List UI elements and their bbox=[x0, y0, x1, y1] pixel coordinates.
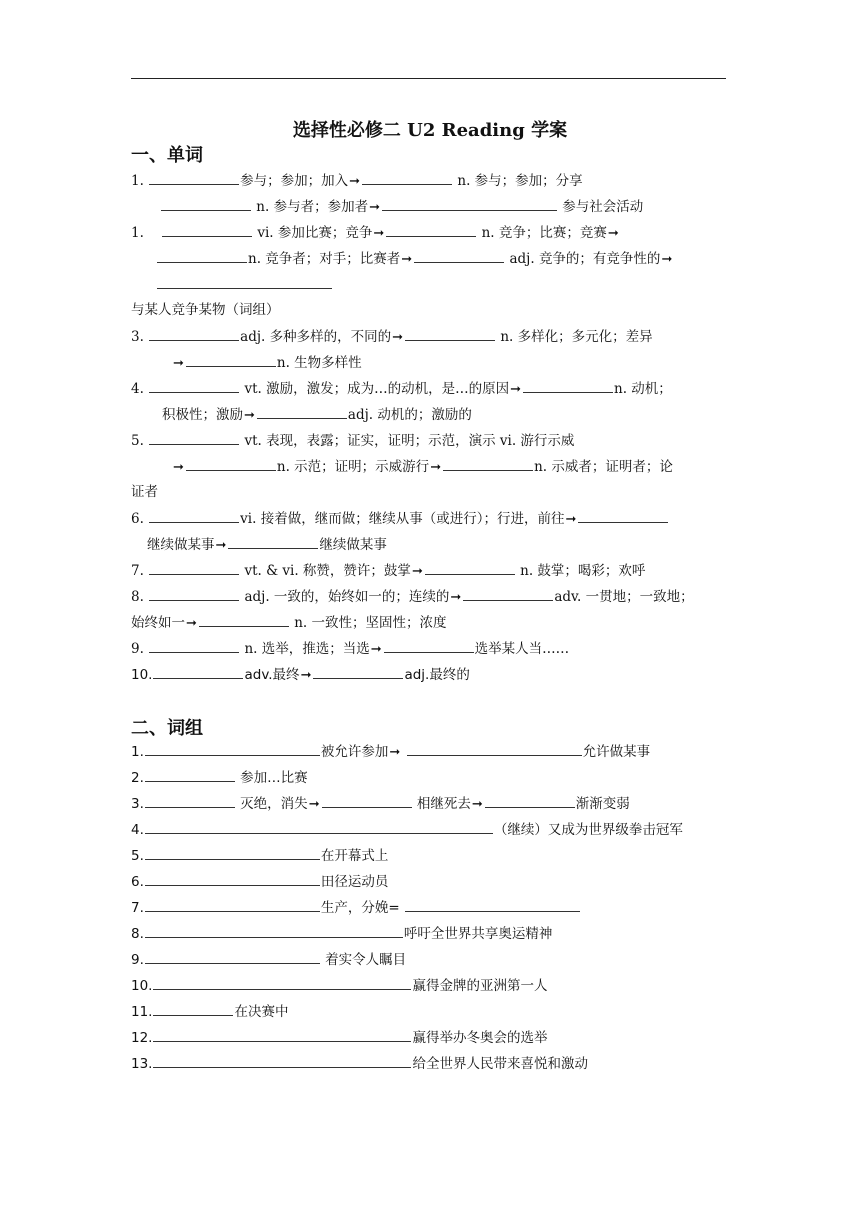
section-phrases-heading: 二、词组 bbox=[131, 718, 203, 739]
vocab-item-2-cont: n. 竞争者；对手；比赛者➞ adj. 竞争的；有竞争性的➞ bbox=[156, 249, 673, 269]
vocab-item-5: 5. vt. 表现，表露；证实，证明；示范，演示 vi. 游行示威 bbox=[131, 433, 575, 449]
blank[interactable] bbox=[199, 613, 289, 627]
arrow-icon: ➞ bbox=[244, 408, 255, 423]
vocab-item-8-cont: 始终如一➞ n. 一致性；坚固性；浓度 bbox=[131, 615, 447, 631]
section-vocabulary-heading: 一、单词 bbox=[131, 145, 203, 166]
page-title: 选择性必修二 U2 Reading 学案 bbox=[292, 120, 568, 141]
phrase-item-8: 8. 呼吁全世界共享奥运精神 bbox=[131, 926, 553, 942]
blank[interactable] bbox=[382, 197, 557, 211]
vocab-item-5-end: 证者 bbox=[131, 484, 158, 500]
arrow-icon: ➞ bbox=[401, 252, 413, 267]
vocab-item-7: 7. vt. & vi. 称赞，赞许；鼓掌➞ n. 鼓掌；喝彩；欢呼 bbox=[131, 563, 646, 579]
blank[interactable] bbox=[145, 924, 403, 938]
arrow-icon: ➞ bbox=[411, 564, 423, 579]
arrow-icon: ➞ bbox=[370, 642, 382, 657]
blank[interactable] bbox=[153, 665, 243, 679]
blank[interactable] bbox=[145, 950, 320, 964]
phrase-item-7: 7. 生产，分娩= bbox=[131, 898, 581, 917]
blank[interactable] bbox=[405, 327, 495, 341]
arrow-icon: ➞ bbox=[510, 382, 522, 397]
blank[interactable] bbox=[405, 898, 580, 912]
blank[interactable] bbox=[162, 223, 252, 237]
blank[interactable] bbox=[145, 872, 320, 886]
blank[interactable] bbox=[425, 561, 515, 575]
blank[interactable] bbox=[443, 457, 533, 471]
blank[interactable] bbox=[145, 898, 320, 912]
phrase-item-12: 12. 赢得举办冬奥会的选举 bbox=[131, 1030, 548, 1046]
arrow-icon: ➞ bbox=[430, 460, 442, 475]
vocab-item-10: 10. adv.最终➞ adj.最终的 bbox=[131, 667, 470, 683]
arrow-icon: ➞ bbox=[450, 590, 462, 605]
arrow-icon: ➞ bbox=[173, 460, 184, 475]
blank[interactable] bbox=[145, 794, 235, 808]
blank[interactable] bbox=[161, 197, 251, 211]
blank[interactable] bbox=[523, 379, 613, 393]
blank[interactable] bbox=[149, 327, 239, 341]
blank[interactable] bbox=[153, 1028, 411, 1042]
phrase-item-3: 3. 灭绝，消失➞ 相继死去➞ 渐渐变弱 bbox=[131, 796, 630, 812]
vocab-item-3-cont: ➞ n. 生物多样性 bbox=[173, 355, 362, 371]
header-rule bbox=[131, 78, 726, 79]
vocab-item-5-cont: ➞ n. 示范；证明；示威游行➞ n. 示威者；证明者；论 bbox=[173, 459, 673, 475]
vocab-item-8: 8. adj. 一致的，始终如一的；连续的➞ adv. 一贯地；一致地； bbox=[131, 589, 694, 605]
blank[interactable] bbox=[149, 561, 239, 575]
arrow-icon: ➞ bbox=[308, 797, 320, 812]
blank[interactable] bbox=[149, 587, 239, 601]
blank[interactable] bbox=[578, 509, 668, 523]
blank[interactable] bbox=[157, 249, 247, 263]
vocab-item-2-blank bbox=[156, 275, 333, 294]
vocab-item-1: 1. 参与；参加；加入➞ n. 参与；参加；分享 bbox=[131, 173, 583, 189]
blank[interactable] bbox=[153, 1002, 233, 1016]
vocab-item-1-cont: n. 参与者；参加者➞ 参与社会活动 bbox=[160, 197, 643, 217]
blank[interactable] bbox=[386, 223, 476, 237]
arrow-icon: ➞ bbox=[389, 745, 401, 760]
arrow-icon: ➞ bbox=[565, 512, 577, 527]
arrow-icon: ➞ bbox=[373, 226, 385, 241]
blank[interactable] bbox=[407, 742, 582, 756]
vocab-item-9: 9. n. 选举，推选；当选➞ 选举某人当…… bbox=[131, 641, 570, 657]
vocab-item-6: 6. vi. 接着做，继而做；继续从事（或进行）；行进，前往➞ bbox=[131, 509, 669, 529]
arrow-icon: ➞ bbox=[215, 538, 227, 553]
blank[interactable] bbox=[149, 509, 239, 523]
arrow-icon: ➞ bbox=[300, 668, 312, 683]
arrow-icon: ➞ bbox=[471, 797, 483, 812]
blank[interactable] bbox=[414, 249, 504, 263]
blank[interactable] bbox=[257, 405, 347, 419]
vocab-item-3: 3. adj. 多种多样的，不同的➞ n. 多样化；多元化；差异 bbox=[131, 329, 653, 345]
arrow-icon: ➞ bbox=[349, 174, 361, 189]
blank[interactable] bbox=[228, 535, 318, 549]
phrase-item-9: 9. 着实令人瞩目 bbox=[131, 952, 407, 968]
blank[interactable] bbox=[153, 1054, 411, 1068]
blank[interactable] bbox=[145, 820, 493, 834]
blank[interactable] bbox=[145, 846, 320, 860]
vocab-item-4: 4. vt. 激励，激发；成为…的动机，是…的原因➞ n. 动机； bbox=[131, 381, 672, 397]
blank[interactable] bbox=[145, 742, 320, 756]
blank[interactable] bbox=[149, 379, 239, 393]
phrase-item-10: 10. 赢得金牌的亚洲第一人 bbox=[131, 978, 548, 994]
vocab-item-2-phrase: 与某人竞争某物（词组） bbox=[131, 302, 280, 318]
blank[interactable] bbox=[322, 794, 412, 808]
arrow-icon: ➞ bbox=[661, 252, 673, 267]
blank[interactable] bbox=[153, 976, 411, 990]
blank[interactable] bbox=[186, 457, 276, 471]
phrase-item-13: 13. 给全世界人民带来喜悦和激动 bbox=[131, 1056, 588, 1072]
phrase-item-4: 4. （继续）又成为世界级拳击冠军 bbox=[131, 822, 683, 838]
blank[interactable] bbox=[149, 431, 239, 445]
blank[interactable] bbox=[149, 171, 239, 185]
arrow-icon: ➞ bbox=[186, 616, 197, 631]
vocab-item-4-cont: 积极性；激励➞ adj. 动机的；激励的 bbox=[162, 407, 472, 423]
vocab-item-6-cont: 继续做某事➞ 继续做某事 bbox=[147, 537, 387, 553]
blank[interactable] bbox=[313, 665, 403, 679]
arrow-icon: ➞ bbox=[369, 200, 380, 215]
arrow-icon: ➞ bbox=[607, 226, 619, 241]
vocab-item-2: 1. vi. 参加比赛；竞争➞ n. 竞争；比赛；竞赛➞ bbox=[131, 225, 619, 241]
blank[interactable] bbox=[485, 794, 575, 808]
phrase-item-11: 11. 在决赛中 bbox=[131, 1004, 289, 1020]
blank[interactable] bbox=[149, 639, 239, 653]
blank[interactable] bbox=[384, 639, 474, 653]
blank[interactable] bbox=[362, 171, 452, 185]
arrow-icon: ➞ bbox=[173, 356, 184, 371]
blank[interactable] bbox=[186, 353, 276, 367]
arrow-icon: ➞ bbox=[392, 330, 404, 345]
phrase-item-2: 2. 参加…比赛 bbox=[131, 770, 308, 786]
phrase-item-6: 6. 田径运动员 bbox=[131, 874, 389, 890]
phrase-item-5: 5. 在开幕式上 bbox=[131, 848, 389, 864]
blank[interactable] bbox=[145, 768, 235, 782]
blank[interactable] bbox=[157, 275, 332, 289]
phrase-item-1: 1. 被允许参加➞ 允许做某事 bbox=[131, 744, 651, 760]
blank[interactable] bbox=[463, 587, 553, 601]
